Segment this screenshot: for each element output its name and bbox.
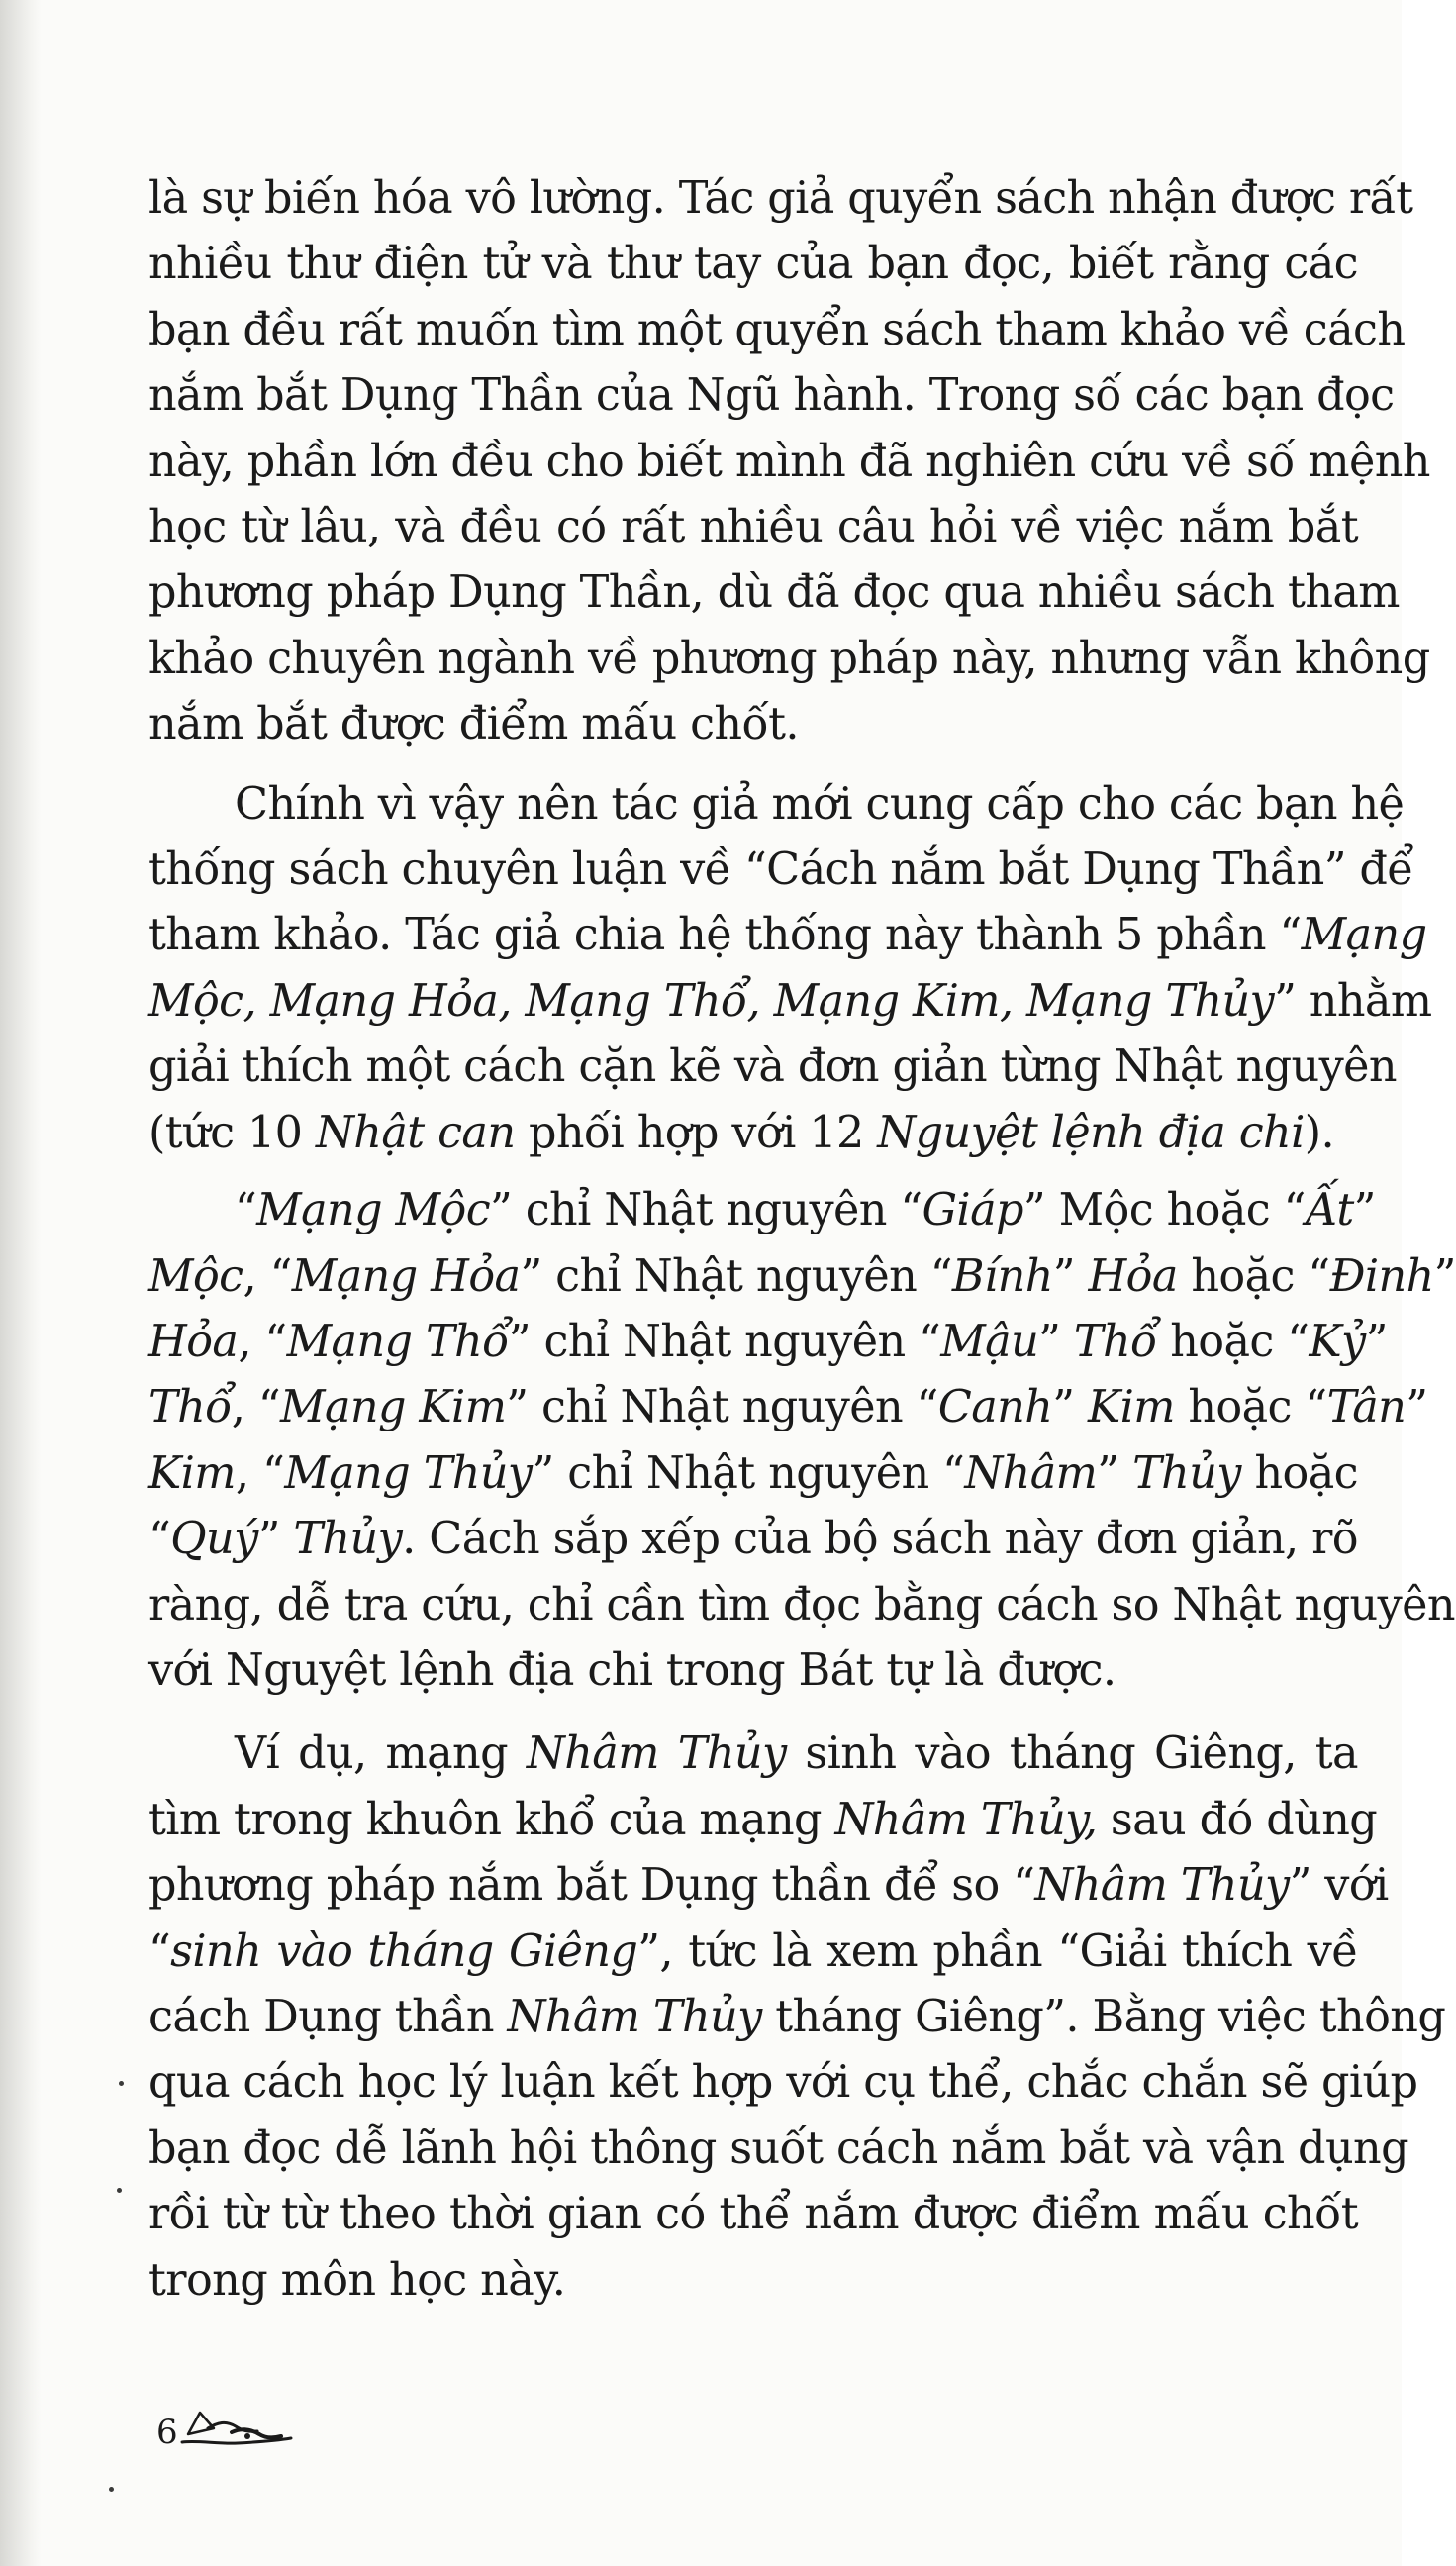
text-run: ” [1406, 1382, 1428, 1433]
text-line [148, 969, 1432, 1035]
text-line [148, 166, 1413, 232]
text-run: nắm bắt Dụng Thần của Ngũ hành. Trong số các bạn đọc [148, 370, 1395, 422]
text-run: tháng Giêng”. Bằng việc thông [761, 1991, 1446, 2042]
text-run: nắm bắt được điểm mấu chốt. [148, 699, 799, 750]
italic-term: Mạng Thủy [284, 1447, 533, 1499]
speck [117, 2188, 122, 2193]
text-run: hoặc [1240, 1447, 1358, 1499]
text-line [148, 1035, 1397, 1100]
text-run: sinh vào tháng Giêng, ta [786, 1728, 1358, 1780]
text-line [148, 1920, 1358, 1985]
italic-term: Nhâm [964, 1447, 1098, 1499]
paragraph [148, 1178, 1456, 1704]
text-line [148, 430, 1430, 495]
italic-term: Mạng Mộc [256, 1185, 491, 1236]
italic-term: Bính [951, 1250, 1053, 1302]
text-run: rồi từ từ theo thời gian có thể nắm được điểm mấu chốt [148, 2189, 1358, 2240]
italic-term: Nhâm Thủy [526, 1728, 787, 1780]
text-line [148, 1722, 1358, 1787]
text-run: ”, tức là xem phần “Giải thích về [637, 1925, 1358, 1977]
italic-term: Kim [148, 1447, 236, 1499]
text-run: . Cách sắp xếp của bộ sách này đơn giản, rõ [402, 1514, 1358, 1565]
text-run: phương pháp Dụng Thần, dù đã đọc qua nhiều sách tham [148, 567, 1400, 619]
text-line [148, 1573, 1455, 1638]
text-run: “ [148, 1514, 171, 1565]
text-line [148, 232, 1358, 297]
text-run: cách Dụng thần [148, 1991, 508, 2042]
text-line [148, 692, 1358, 757]
text-run: học từ lâu, và đều có rất nhiều câu hỏi về việc nắm bắt [148, 502, 1358, 553]
text-run: ” chỉ Nhật nguyên “ [532, 1447, 965, 1499]
text-run: tìm trong khuôn khổ của mạng [148, 1794, 835, 1845]
text-line [148, 363, 1395, 429]
italic-term: Thổ [1073, 1316, 1157, 1367]
italic-term: Mạng Kim [280, 1382, 507, 1433]
italic-term: Mậu [940, 1316, 1039, 1367]
text-run: bạn đọc dễ lãnh hội thông suốt cách nắm bắt và vận dụng [148, 2122, 1408, 2174]
italic-term: Hỏa [148, 1316, 239, 1367]
paragraph [148, 772, 1432, 1166]
text-line [148, 1788, 1378, 1853]
text-run: Ví dụ, mạng [235, 1728, 527, 1780]
page-number: 6 [156, 2413, 178, 2452]
text-run: ” chỉ Nhật nguyên “ [520, 1250, 952, 1302]
text-line [148, 2248, 1358, 2314]
text-run: phương pháp nắm bắt Dụng thần để so “ [148, 1860, 1035, 1912]
text-run: ” [1097, 1447, 1133, 1499]
text-run: sau đó dùng [1097, 1794, 1378, 1845]
text-run: “ [148, 1925, 171, 1977]
italic-term: Thủy [1132, 1447, 1241, 1499]
italic-term: Nhâm Thủy [507, 1991, 762, 2042]
italic-term: Ất [1305, 1185, 1354, 1236]
italic-term: Mạng [1301, 910, 1427, 961]
text-run: tham khảo. Tác giả chia hệ thống này thành 5 phần “ [148, 910, 1302, 961]
text-run: bạn đều rất muốn tìm một quyển sách tham khảo về cách [148, 304, 1406, 355]
page-binding-shadow [0, 0, 42, 2566]
text-line [148, 1507, 1358, 1572]
text-line [148, 2117, 1408, 2182]
paragraph [148, 166, 1430, 758]
text-line [148, 1375, 1428, 1440]
text-line [148, 1178, 1376, 1243]
italic-term: Nhật can [315, 1107, 516, 1158]
text-line [148, 627, 1430, 692]
text-run: trong môn học này. [148, 2254, 566, 2306]
text-run: với Nguyệt lệnh địa chi trong Bát tự là được. [148, 1644, 1116, 1696]
text-line [148, 495, 1358, 560]
italic-term: Mạng Hỏa [291, 1250, 521, 1302]
text-run: ” [1433, 1250, 1456, 1302]
body-text [148, 166, 1456, 2314]
italic-term: Kỷ [1309, 1316, 1366, 1367]
text-run: , “ [231, 1382, 281, 1433]
italic-term: Quý [170, 1514, 258, 1565]
text-run: ” chỉ Nhật nguyên “ [506, 1382, 938, 1433]
text-run: là sự biến hóa vô lường. Tác giả quyển sách nhận được rất [148, 173, 1413, 224]
text-line [148, 1310, 1388, 1375]
text-run: ). [1304, 1107, 1335, 1158]
text-line [148, 1101, 1358, 1166]
italic-term: Nguyệt lệnh địa chi [877, 1107, 1305, 1158]
text-run: thống sách chuyên luận về “Cách nắm bắt Dụng Thần” để [148, 844, 1414, 896]
text-line [148, 772, 1405, 838]
text-line [148, 2050, 1418, 2116]
italic-term: Nhâm Thủy, [834, 1794, 1098, 1845]
text-run: Chính vì vậy nên tác giả mới cung cấp cho các bạn hệ [235, 778, 1405, 830]
italic-term: Tân [1326, 1382, 1407, 1433]
text-run: khảo chuyên ngành về phương pháp này, nhưng vẫn không [148, 633, 1430, 684]
text-run: ” Mộc hoặc “ [1022, 1185, 1306, 1236]
italic-term: Giáp [922, 1185, 1023, 1236]
text-run: (tức 10 [148, 1107, 316, 1158]
text-run: ” [257, 1514, 294, 1565]
text-run: ” với [1289, 1860, 1389, 1912]
text-run: , “ [243, 1250, 292, 1302]
text-line [148, 2182, 1358, 2247]
italic-term: Mộc [148, 1250, 243, 1302]
text-run: , “ [238, 1316, 287, 1367]
text-run: , “ [235, 1447, 285, 1499]
text-run: ” chỉ Nhật nguyên “ [508, 1316, 941, 1367]
text-line [148, 1441, 1358, 1507]
text-line [148, 1244, 1456, 1310]
italic-term: Hỏa [1088, 1250, 1178, 1302]
italic-term: Thủy [293, 1514, 403, 1565]
text-run: ” [1353, 1185, 1376, 1236]
text-run: ” [1038, 1316, 1074, 1367]
text-run: hoặc “ [1174, 1382, 1327, 1433]
text-line [148, 1638, 1358, 1704]
text-line [148, 1853, 1389, 1919]
text-run: ” [1052, 1382, 1088, 1433]
speck [119, 2081, 124, 2086]
italic-term: Canh [937, 1382, 1053, 1433]
text-line [148, 838, 1414, 903]
text-run: này, phần lớn đều cho biết mình đã nghiên cứu về số mệnh [148, 436, 1430, 487]
text-run: hoặc “ [1156, 1316, 1310, 1367]
italic-term: sinh vào tháng Giêng [170, 1925, 638, 1977]
italic-term: Nhâm Thủy [1034, 1860, 1290, 1912]
text-run: ” [1365, 1316, 1388, 1367]
ink-brush-ornament-icon [178, 2399, 295, 2450]
text-line [148, 298, 1406, 363]
text-run: ” [1052, 1250, 1089, 1302]
text-run: nhiều thư điện tử và thư tay của bạn đọc, biết rằng các [148, 239, 1358, 290]
italic-term: Kim [1087, 1382, 1175, 1433]
text-run: phối hợp với 12 [515, 1107, 878, 1158]
text-run: “ [235, 1185, 257, 1236]
text-line [148, 1985, 1446, 2050]
text-run: ” chỉ Nhật nguyên “ [490, 1185, 922, 1236]
italic-term: Mộc, Mạng Hỏa, Mạng Thổ, Mạng Kim, Mạng Thủy [148, 975, 1275, 1027]
text-run: ” nhằm [1274, 975, 1432, 1027]
text-line [148, 560, 1400, 626]
text-run: giải thích một cách cặn kẽ và đơn giản từng Nhật nguyên [148, 1041, 1397, 1093]
speck [109, 2487, 114, 2492]
italic-term: Đinh [1329, 1250, 1434, 1302]
italic-term: Thổ [148, 1382, 232, 1433]
text-run: ràng, dễ tra cứu, chỉ cần tìm đọc bằng cách so Nhật nguyên [148, 1579, 1455, 1630]
italic-term: Mạng Thổ [286, 1316, 509, 1367]
paragraph [148, 1722, 1446, 2314]
text-run: hoặc “ [1177, 1250, 1330, 1302]
text-run: qua cách học lý luận kết hợp với cụ thể, chắc chắn sẽ giúp [148, 2057, 1418, 2109]
text-line [148, 903, 1427, 968]
